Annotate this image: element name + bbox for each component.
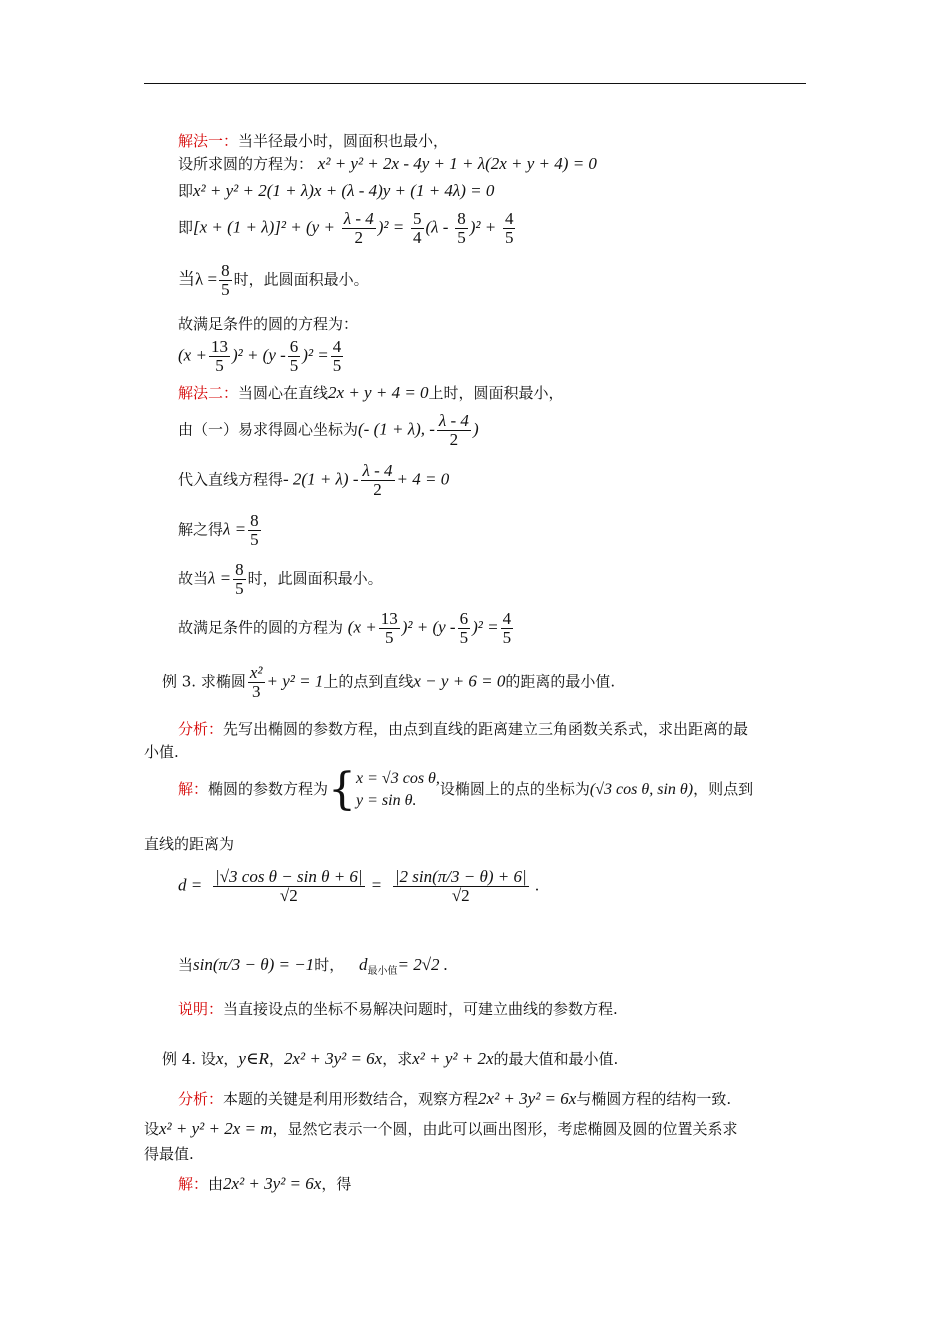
s1-line-6: 故满足条件的圆的方程为： xyxy=(178,315,359,333)
s1-line-4 xyxy=(178,210,517,247)
ex4-solution-b: ，得 xyxy=(321,1175,352,1193)
s1-line-3-text: 即 xyxy=(178,182,194,200)
ex4-analysis-a: 本题的关键是利用形数结合，观察方程 xyxy=(223,1090,479,1108)
s2-line-3-text: 代入直线方程得 xyxy=(178,470,284,489)
s2-line-5-text-b: 时，此圆面积最小。 xyxy=(247,569,383,588)
s2-line-5 xyxy=(178,561,383,598)
s2-line-1-text-b: 上时，圆面积最小， xyxy=(428,384,564,402)
s2-center-eq: (- (1 + λ), - xyxy=(358,419,435,439)
s1-line-3 xyxy=(178,180,494,202)
ex3-dmin-eq: = 2√2 . xyxy=(397,955,449,974)
ex3-analysis-text: 先写出椭圆的参数方程，由点到直线的距离建立三角函数关系式，求出距离的最 xyxy=(223,720,749,738)
ex4-solution xyxy=(178,1173,351,1195)
s1-std-eq-c: (λ - xyxy=(425,217,449,237)
ex3-analysis xyxy=(178,718,748,740)
ex4-line-2-eq: x² + y² + 2x = m xyxy=(159,1119,273,1138)
ex3-title-a: 例 3. 求椭圆 xyxy=(162,672,246,691)
s2-line-4 xyxy=(178,512,263,549)
s1-line-2-text: 设所求圆的方程为： xyxy=(178,155,314,173)
s1-frac-1: $\frac{\lambda - 4}{2}$ xyxy=(343,209,374,247)
s2-result-b: )² + (y - xyxy=(401,617,456,637)
ex3-d-end: . xyxy=(534,876,540,895)
s2-result-a: (x + xyxy=(347,617,377,637)
ex3-d-frac-2: $\frac{|2 \sin(\pi/3 - \theta) + 6|}{√2}$ xyxy=(394,867,527,905)
method-two-label: 解法二： xyxy=(178,384,239,402)
ex3-note xyxy=(178,998,618,1020)
s1-line-1-text: 当半径最小时，圆面积也最小， xyxy=(238,132,449,150)
s2-line-6 xyxy=(178,610,515,647)
ex3-title-b: 上的点到直线 xyxy=(323,672,414,691)
s2-line-1-text-a: 当圆心在直线 xyxy=(238,384,329,402)
s1-line-4-text: 即 xyxy=(178,218,194,237)
ex3-dmin: d xyxy=(358,955,368,974)
s2-subst-frac: $\frac{\lambda - 4}{2}$ xyxy=(362,461,393,499)
s1-frac-4: $\frac{4}{5}$ xyxy=(504,209,514,247)
ex3-solution xyxy=(178,764,754,815)
s2-result-frac-2: $\frac{6}{5}$ xyxy=(459,609,469,647)
s2-lambda-frac: $\frac{8}{5}$ xyxy=(250,511,259,549)
ex3-analysis-2: 小值. xyxy=(144,743,179,761)
s2-when-frac: $\frac{8}{5}$ xyxy=(235,560,244,598)
ex3-when xyxy=(178,954,448,983)
ex4-solution-eq: 2x² + 3y² = 6x xyxy=(223,1174,322,1193)
ex4-analysis-b: 与椭圆方程的结构一致. xyxy=(576,1090,732,1108)
s2-line-4-text: 解之得 xyxy=(178,520,224,539)
s2-center-frac: $\frac{\lambda - 4}{2}$ xyxy=(438,411,469,449)
ex3-ellipse-eq: + y² = 1 xyxy=(266,671,324,691)
s2-line-3 xyxy=(178,462,449,499)
s1-line-7 xyxy=(178,338,345,375)
ex4-title-b: ，求 xyxy=(382,1050,413,1068)
ex4-eq2: x² + y² + 2x xyxy=(412,1049,494,1068)
ex4-yr: y∈R xyxy=(238,1049,269,1068)
ex4-x: x xyxy=(215,1049,224,1068)
s1-line-2 xyxy=(178,153,597,175)
ex3-d-eq: = xyxy=(370,875,383,895)
ex3-line-eq: x − y + 6 = 0 xyxy=(413,671,506,691)
s2-line-2-text: 由（一）易求得圆心坐标为 xyxy=(178,420,359,439)
ex3-d-lhs: d = xyxy=(178,875,203,895)
s2-line-5-text-a: 故当 xyxy=(178,569,209,588)
s1-frac-3: $\frac{8}{5}$ xyxy=(457,209,466,247)
ex4-line-2-a: 设 xyxy=(144,1120,160,1138)
ex3-distance xyxy=(178,868,539,905)
s2-line-6-text: 故满足条件的圆的方程为 xyxy=(178,618,344,637)
ex4-line-3: 得最值. xyxy=(144,1145,194,1163)
s1-when-lambda: 当λ = xyxy=(178,269,218,289)
s1-result-frac-1: $\frac{13}{5}$ xyxy=(210,337,228,375)
ex3-d-frac-1: $\frac{\text{|√3 cos θ − sin θ + 6|}}{√2}$ xyxy=(215,867,363,905)
ex4-title xyxy=(162,1048,618,1070)
ex3-when-b: 时， xyxy=(314,956,345,974)
ex4-line-2 xyxy=(144,1118,738,1140)
s2-center-close: ) xyxy=(472,419,479,439)
s2-line-2 xyxy=(178,412,479,449)
ex3-solution-d: 直线的距离为 xyxy=(144,835,235,853)
ex3-title-c: 的距离的最小值. xyxy=(505,672,616,691)
header-rule xyxy=(144,83,806,84)
ex3-analysis-label: 分析： xyxy=(178,720,224,738)
ex4-analysis-eq: 2x² + 3y² = 6x xyxy=(478,1089,577,1108)
s1-line-5 xyxy=(178,262,369,299)
s1-expanded-eq: x² + y² + 2(1 + λ)x + (λ - 4)y + (1 + 4λ) = 0 xyxy=(193,181,495,200)
s1-line-5-text: 时，此圆面积最小。 xyxy=(233,270,369,289)
system-brace: { xyxy=(328,764,357,815)
s2-line-1 xyxy=(178,382,564,404)
s1-frac-2: $\frac{5}{4}$ xyxy=(413,209,422,247)
s1-circle-family-eq: x² + y² + 2x - 4y + 1 + λ(2x + y + 4) = 0 xyxy=(317,154,597,173)
ex4-eq1: 2x² + 3y² = 6x xyxy=(283,1049,383,1068)
ex3-ellipse-frac: $\frac{\text{x²}}{3}$ xyxy=(249,663,263,701)
method-one-label: 解法一： xyxy=(178,132,239,150)
ex4-analysis-label: 分析： xyxy=(178,1090,224,1108)
s1-result-frac-3: $\frac{4}{5}$ xyxy=(332,337,342,375)
ex3-param-system: x = √3 cos θ, y = sin θ. xyxy=(356,770,440,809)
ex3-solution-b: 设椭圆上的点的坐标为 xyxy=(439,780,590,798)
ex3-when-eq: sin(π/3 − θ) = −1 xyxy=(193,955,315,974)
ex4-title-a: 例 4. 设 xyxy=(162,1050,216,1068)
ex3-solution-a: 椭圆的参数方程为 xyxy=(208,780,329,798)
ex4-solution-label: 解： xyxy=(178,1175,209,1193)
s1-result-a: (x + xyxy=(178,345,207,365)
ex3-dmin-sub: 最小值 xyxy=(367,966,398,977)
s1-result-frac-2: $\frac{6}{5}$ xyxy=(289,337,299,375)
ex4-comma-2: ， xyxy=(268,1050,284,1068)
ex3-point: (√3 cos θ, sin θ) xyxy=(589,781,694,798)
ex3-solution-label: 解： xyxy=(178,780,209,798)
s1-std-eq-d: )² + xyxy=(469,217,497,237)
s2-line-eq: 2x + y + 4 = 0 xyxy=(328,383,429,402)
ex4-title-c: 的最大值和最小值. xyxy=(493,1050,619,1068)
s1-result-c: )² = xyxy=(302,345,329,365)
ex4-comma: ， xyxy=(223,1050,239,1068)
ex4-solution-a: 由 xyxy=(208,1175,224,1193)
s1-std-eq-b: )² = xyxy=(377,217,405,237)
s1-lambda-frac: $\frac{8}{5}$ xyxy=(221,261,230,299)
s1-std-eq-a: [x + (1 + λ)]² + (y + xyxy=(193,217,335,237)
ex3-title xyxy=(162,664,615,701)
s2-when-lambda: λ = xyxy=(208,568,232,588)
s2-result-frac-3: $\frac{4}{5}$ xyxy=(502,609,512,647)
s1-line-1 xyxy=(178,130,448,152)
s2-subst-end: + 4 = 0 xyxy=(396,469,450,489)
s2-result-frac-1: $\frac{13}{5}$ xyxy=(380,609,398,647)
s1-result-b: )² + (y - xyxy=(231,345,286,365)
ex3-solution-c: ，则点到 xyxy=(693,780,754,798)
ex3-when-a: 当 xyxy=(178,956,194,974)
ex4-line-2-b: ，显然它表示一个圆，由此可以画出图形，考虑椭圆及圆的位置关系求 xyxy=(272,1120,738,1138)
s2-result-c: )² = xyxy=(472,617,499,637)
ex3-note-text: 当直接设点的坐标不易解决问题时，可建立曲线的参数方程. xyxy=(223,1000,618,1018)
s2-lambda-eq: λ = xyxy=(223,519,247,539)
ex3-note-label: 说明： xyxy=(178,1000,224,1018)
ex4-analysis xyxy=(178,1088,731,1110)
s2-subst-eq: - 2(1 + λ) - xyxy=(283,469,359,489)
